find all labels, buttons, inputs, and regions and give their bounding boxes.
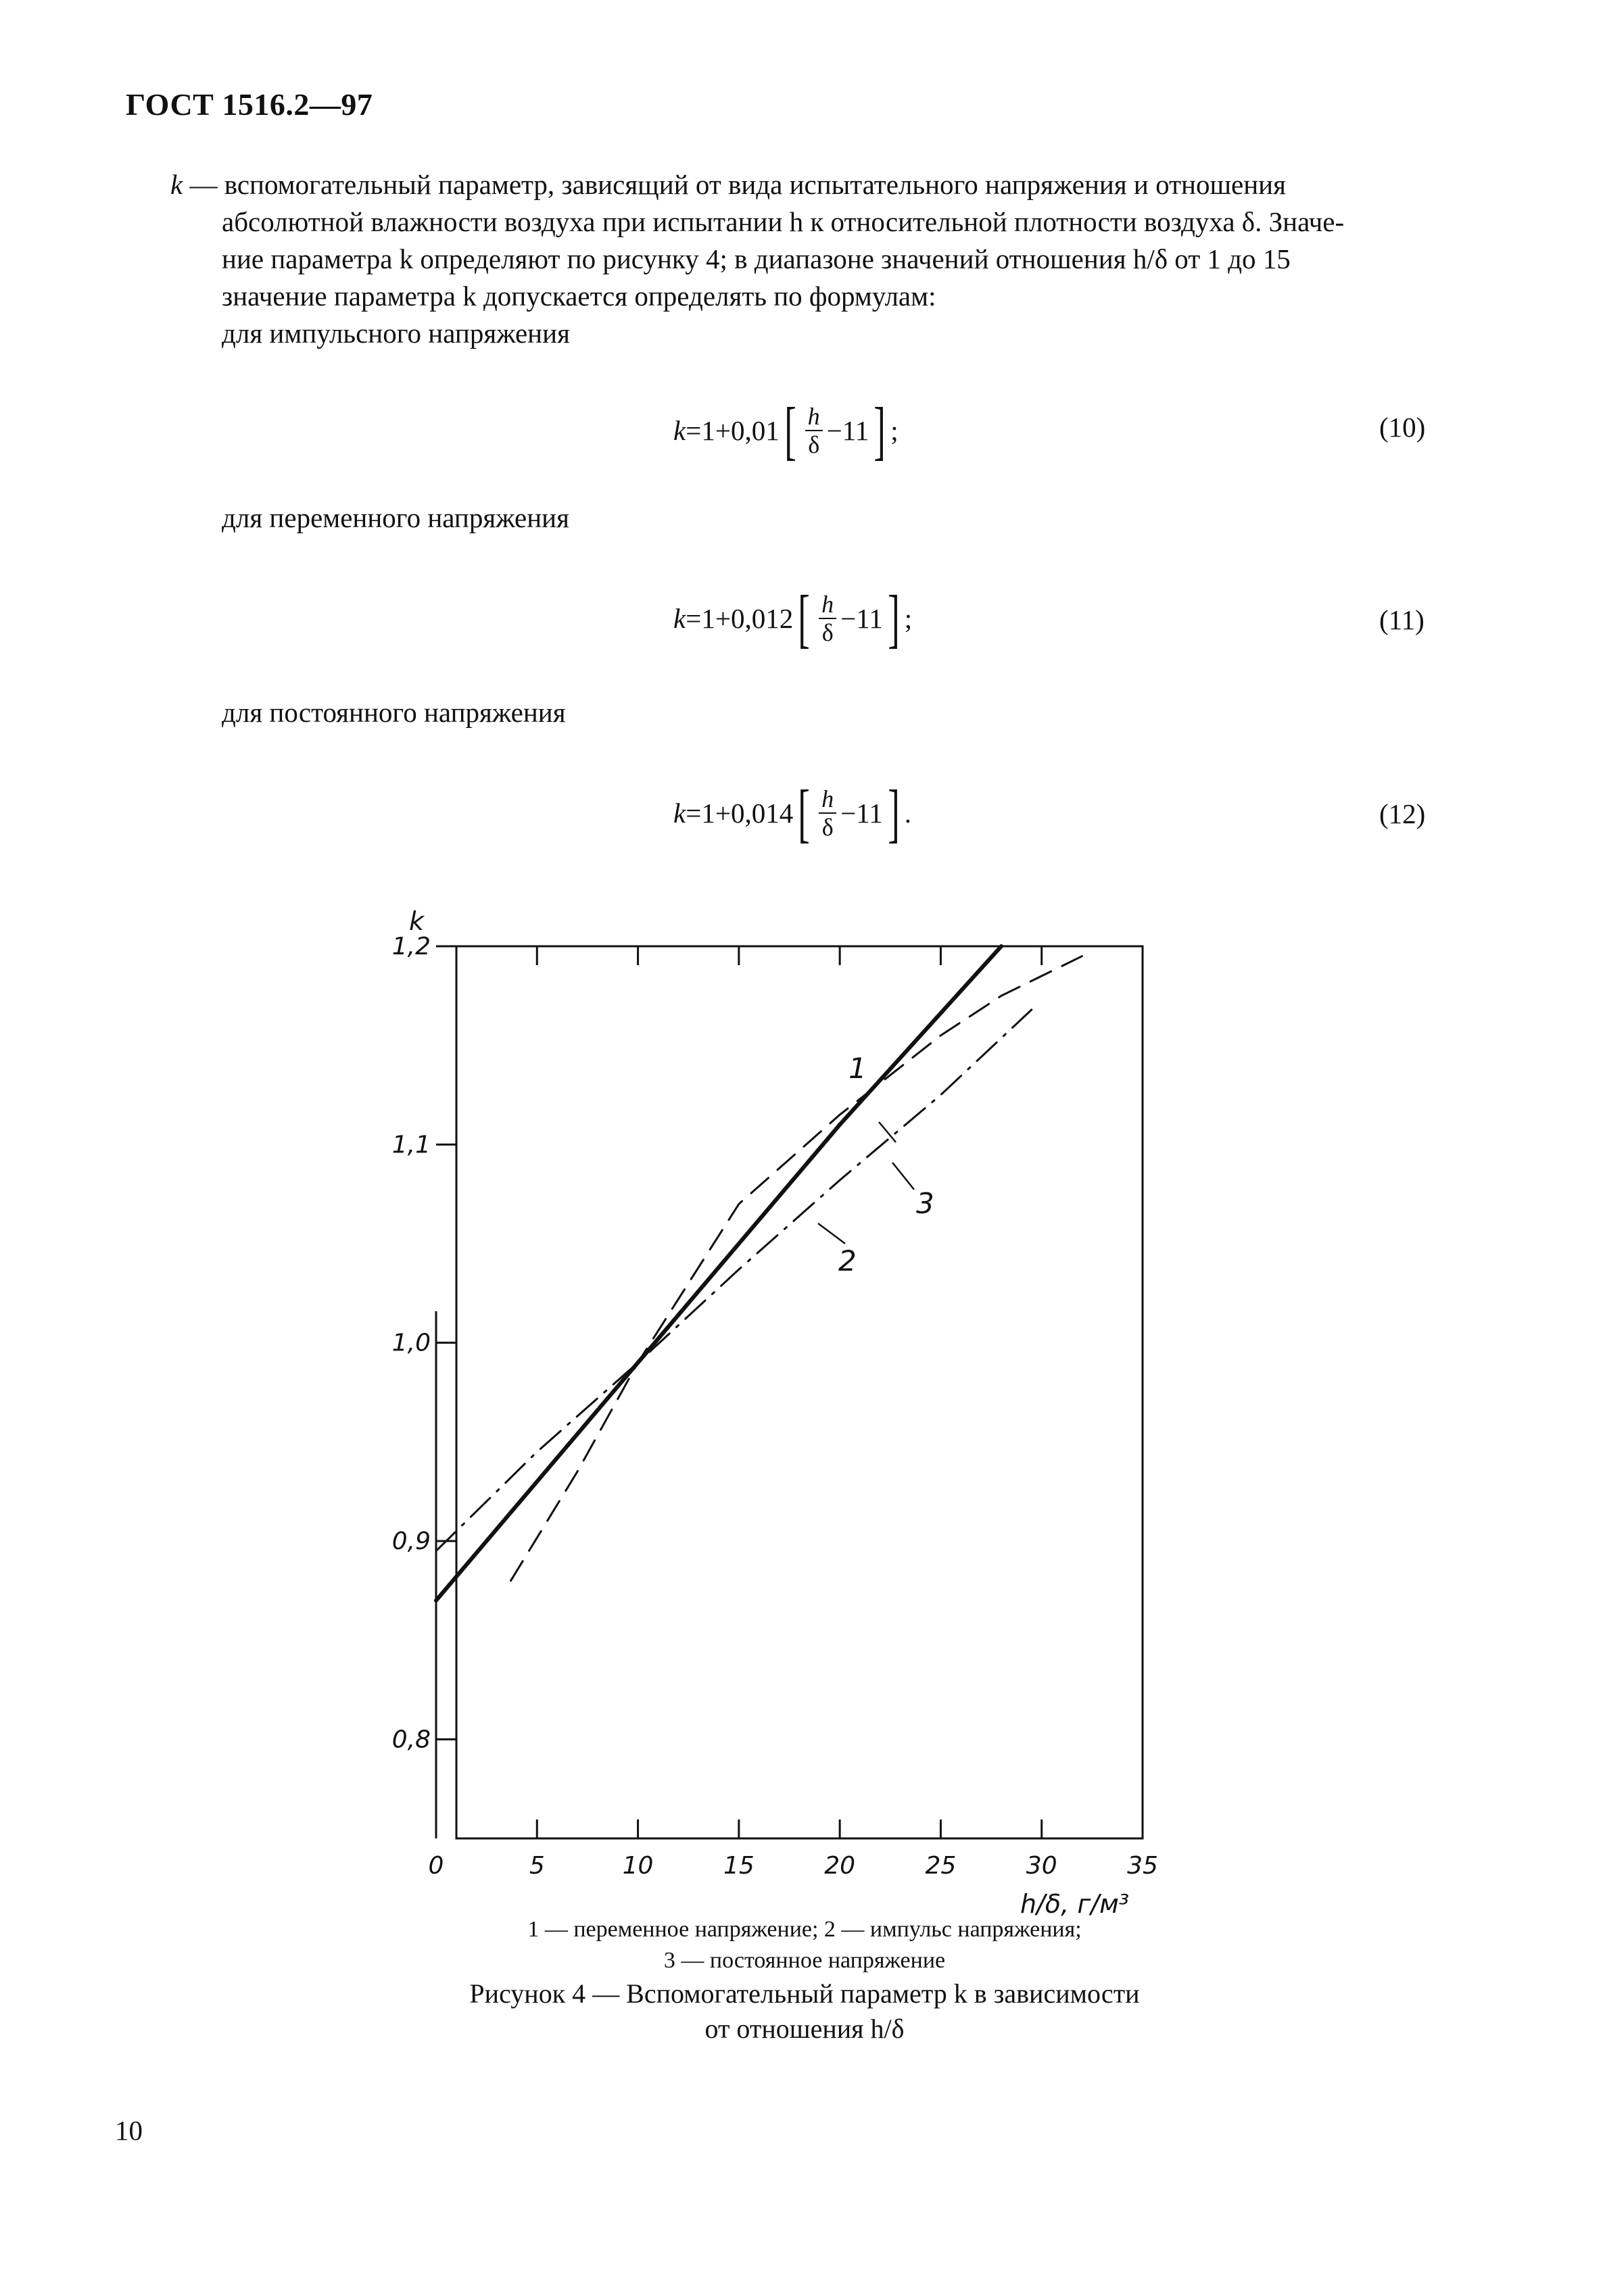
description-line-1: k — вспомогательный параметр, зависящий от вида испытательного напряжения и отношения [170,169,1286,200]
y-axis-label: k [409,906,425,936]
curve-label-3: 3 [916,1187,934,1220]
x-tick-label: 20 [824,1852,856,1880]
x-tick-label: 5 [529,1852,545,1880]
curve-label-1: 1 [848,1052,867,1085]
figure-caption [406,1914,1203,2047]
y-tick-label: 1,0 [391,1329,431,1357]
x-tick-label: 15 [723,1852,755,1880]
y-tick-label: 0,8 [391,1726,431,1754]
formula-11-label: для переменного напряжения [222,502,569,533]
x-tick-label: 25 [925,1852,957,1880]
page-number: 10 [115,2115,143,2146]
curve-leader-3 [892,1163,914,1190]
formula-11: k =1+0,012 [ $\frac{h}{\delta}$ −11 ] ; [673,582,913,654]
caption-legend-line-1: 1 — переменное напряжение; 2 — импульс напряжения; [527,1917,1082,1942]
caption-figure-title-1: Рисунок 4 — Вспомогательный параметр k в зависимости [469,1978,1140,2009]
x-tick-label: 10 [622,1852,654,1880]
formula-12-label: для постоянного напряжения [222,697,566,728]
series-line-2 [436,1010,1032,1551]
formula-12: k =1+0,014 [ $\frac{h}{\delta}$ −11 ] . [673,777,911,849]
caption-figure-title-2: от отношения h/δ [704,2013,905,2044]
curve-label-2: 2 [838,1244,857,1277]
description-line-5: для импульсного напряжения [222,318,570,349]
description-line-3: ние параметра k определяют по рисунку 4; в диапазоне значений отношения h/δ от 1 до 15 [222,243,1291,274]
equation-number-10: (10) [1379,412,1426,443]
x-tick-label: 35 [1127,1852,1158,1880]
curve-leader-2 [818,1223,845,1244]
chart-svg [365,899,1176,1919]
y-tick-label: 1,2 [391,933,431,960]
parameter-description [170,166,1463,352]
series-line-1 [436,946,1001,1601]
equation-number-11: (11) [1379,604,1425,635]
series-line-3 [511,956,1082,1581]
caption-legend-line-2: 3 — постоянное напряжение [663,1948,946,1973]
x-tick-label: 30 [1026,1852,1057,1880]
formula-10: k =1+0,01 [ $\frac{h}{\delta}$ −11 ] ; [673,394,899,466]
document-header: ГОСТ 1516.2—97 [126,87,373,122]
description-line-2: абсолютной влажности воздуха при испытании h к относительной плотности воздуха δ. Значе- [222,206,1345,237]
y-tick-label: 0,9 [391,1528,431,1555]
description-line-4: значение параметра k допускается определять по формулам: [222,280,936,312]
y-tick-label: 1,1 [391,1131,431,1159]
figure-4-chart [365,899,1176,1919]
plot-frame [456,946,1143,1838]
x-axis-label: h/δ, г/м³ [1020,1889,1129,1919]
k-symbol: k [170,169,183,200]
x-tick-label: 0 [428,1852,444,1880]
equation-number-12: (12) [1379,798,1426,829]
